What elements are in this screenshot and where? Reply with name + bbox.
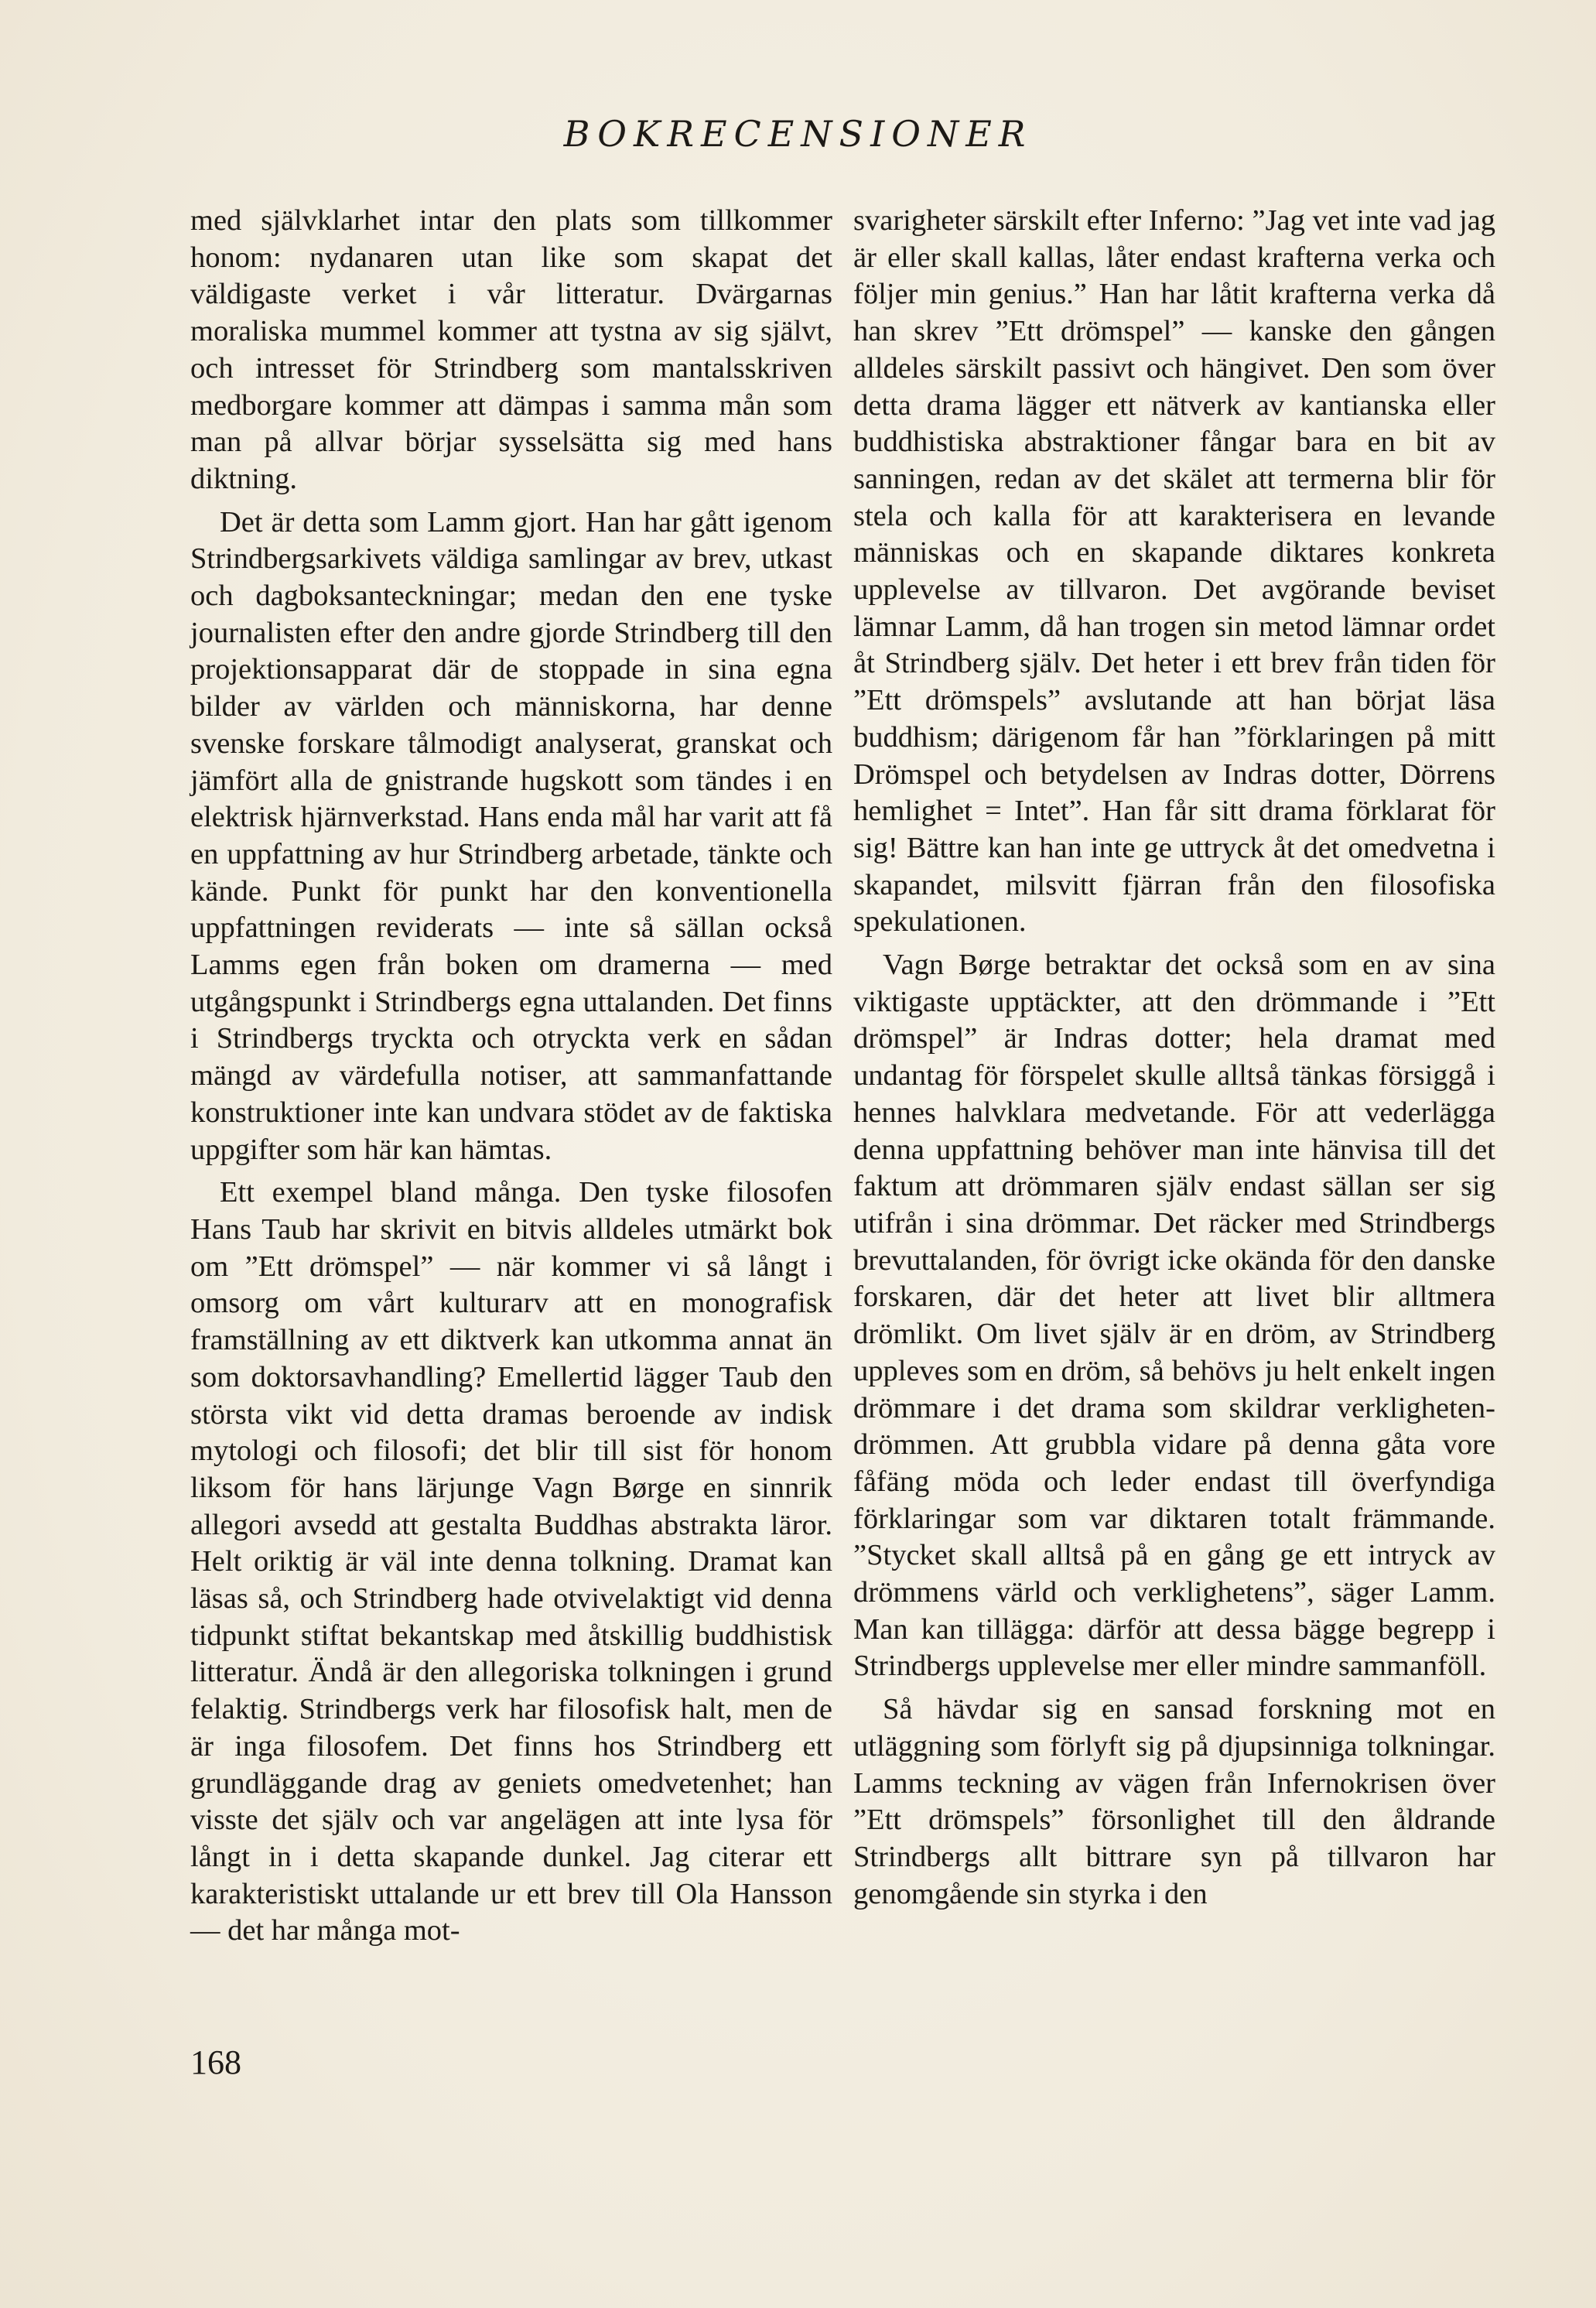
paragraph: Vagn Børge betraktar det också som en av sina viktigaste upptäckter, att den drömmande i ”Ett drömspel” är Indras dotter; hela dramat med undantag för förspelet skulle alltså tänkas försiggå i hennes halvklara medvetande. För att vederlägga denna uppfattning behöver man inte hänvisa till det faktum att drömmaren själv endast sällan ser sig utifrån i sina drömmar. Det räcker med Strindbergs brevuttalanden, för övrigt icke okända för den danske forskaren, där det heter att livet blir alltmera drömlikt. Om livet själv är en dröm, av Strindberg uppleves som en dröm, så behövs ju helt enkelt ingen drömmare i det drama som skildrar verkligheten-drömmen. Att grubbla vidare på denna gåta vore fåfäng möda och leder endast till överfyndiga förklaringar som var diktaren totalt främmande. ”Stycket skall alltså på en gång ge ett intryck av drömmens värld och verklighetens”, säger Lamm. Man kan tillägga: därför att dessa bägge begrepp i Strindbergs upplevelse mer eller mindre sammanföll. xyxy=(853,949,1495,1683)
page-number: 168 xyxy=(190,2043,241,2081)
left-column xyxy=(190,203,832,1950)
paragraph: Så hävdar sig en sansad forskning mot en utläggning som förlyft sig på djupsinniga tolkningar. Lamms teckning av vägen från Infernokrisen över ”Ett drömspels” försonlighet till den åldrande Strindbergs allt bittrare syn på tillvaron har genomgående sin styrka i den xyxy=(853,1693,1495,1910)
paragraph: Ett exempel bland många. Den tyske filosofen Hans Taub har skrivit en bitvis alldeles utmärkt bok om ”Ett drömspel” — när kommer vi så långt i omsorg om vårt kulturarv att en monografisk framställning av ett diktverk kan utkomma annat än som doktorsavhandling? Emellertid lägger Taub den största vikt vid detta dramas beroende av indisk mytologi och filosofi; det blir till sist för honom liksom för hans lärjunge Vagn Børge en sinnrik allegori avsedd att gestalta Buddhas abstrakta läror. Helt oriktig är väl inte denna tolkning. Dramat kan läsas så, och Strindberg hade otvivelaktigt vid denna tidpunkt stiftat bekantskap med åtskillig buddhistisk litteratur. Ändå är den allegoriska tolkningen i grund felaktig. Strindbergs verk har filosofisk halt, men de är inga filosofem. Det finns hos Strindberg ett grundläggande drag av geniets omedvetenhet; han visste det själv och var angelägen att inte lysa för långt in i detta skapande dunkel. Jag citerar ett karakteristiskt uttalande ur ett brev till Ola Hansson — det har många mot- xyxy=(190,1176,832,1947)
paragraph: svarigheter särskilt efter Inferno: ”Jag vet inte vad jag är eller skall kallas, låter endast krafterna verka och följer min genius.” Han har låtit krafterna verka då han skrev ”Ett drömspel” — kanske den gången alldeles särskilt passivt och hängivet. Den som över detta drama lägger ett nätverk av kantianska eller buddhistiska abstraktioner fångar bara en bit av sanningen, redan av det skälet att termerna blir för stela och kalla för att karakterisera en levande människas och en skapande diktares konkreta upplevelse av tillvaron. Det avgörande beviset lämnar Lamm, då han trogen sin metod lämnar ordet åt Strindberg själv. Det heter i ett brev från tiden för ”Ett drömspels” avslutande att han börjat läsa buddhism; därigenom får han ”förklaringen på mitt Drömspel och betydelsen av Indras dotter, Dörrens hemlighet = Intet”. Han får sitt drama förklarat för sig! Bättre kan han inte ge uttryck åt det omedvetna i skapandet, milsvitt fjärran från den filosofiska spekulationen. xyxy=(853,204,1495,939)
right-column xyxy=(853,203,1495,1913)
paragraph: Det är detta som Lamm gjort. Han har gått igenom Strindbergsarkivets väldiga samlingar av brev, utkast och dagboksanteckningar; medan den ene tyske journalisten efter den andre gjorde Strindberg till den projektionsapparat där de stoppade in sina egna bilder av världen och människorna, har denne svenske forskare tålmodigt analyserat, granskat och jämfört alla de gnistrande hugskott som tändes i en elektrisk hjärnverkstad. Hans enda mål har varit att få en uppfattning av hur Strindberg arbetade, tänkte och kände. Punkt för punkt har den konventionella uppfattningen reviderats — inte så sällan också Lamms egen från boken om dramerna — med utgångspunkt i Strindbergs egna uttalanden. Det finns i Strindbergs tryckta och otryckta verk en sådan mängd av värdefulla notiser, att sammanfattande konstruktioner inte kan undvara stödet av de faktiska uppgifter som här kan hämtas. xyxy=(190,505,832,1166)
paragraph: med självklarhet intar den plats som tillkommer honom: nydanaren utan like som skapat det väldigaste verket i vår litteratur. Dvärgarnas moraliska mummel kommer att tystna av sig självt, och intresset för Strindberg som mantalsskriven medborgare kommer att dämpas i samma mån som man på allvar börjar sysselsätta sig med hans diktning. xyxy=(190,204,832,495)
running-head: BOKRECENSIONER xyxy=(563,113,1033,155)
